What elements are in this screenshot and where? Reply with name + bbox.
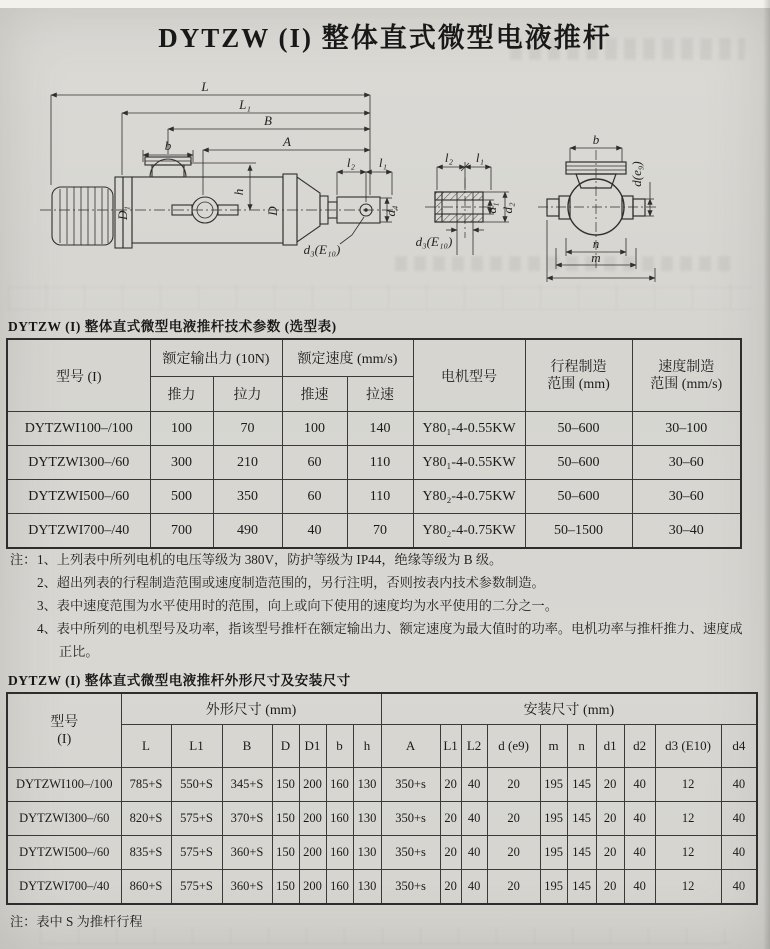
dim-label-D: D bbox=[265, 206, 280, 216]
trunnion-pin-left bbox=[547, 199, 559, 216]
table-cell: 40 bbox=[461, 802, 487, 836]
table-cell: 300 bbox=[150, 446, 213, 480]
col-header-pull-speed: 拉速 bbox=[347, 377, 413, 412]
table-cell: 50–1500 bbox=[525, 514, 632, 549]
table-cell: 40 bbox=[461, 870, 487, 905]
table-cell: DYTZWI700–/40 bbox=[7, 514, 150, 549]
col-header-A: A bbox=[381, 725, 440, 768]
col-header-D1: D1 bbox=[299, 725, 326, 768]
col-header-B: B bbox=[222, 725, 272, 768]
table-cell: 350 bbox=[213, 480, 282, 514]
table-cell: 30–60 bbox=[632, 480, 741, 514]
col-group-rated-speed: 额定速度 (mm/s) bbox=[282, 339, 413, 377]
table-cell: 195 bbox=[540, 802, 567, 836]
table-cell: DYTZWI500–/60 bbox=[7, 836, 121, 870]
table-cell: 835+S bbox=[121, 836, 171, 870]
table-cell: DYTZWI100–/100 bbox=[7, 412, 150, 446]
table-row bbox=[7, 768, 757, 802]
table-cell: 150 bbox=[272, 836, 299, 870]
port-stem bbox=[152, 165, 184, 177]
table-cell: 110 bbox=[347, 480, 413, 514]
port-dome bbox=[150, 159, 186, 177]
table-cell: 350+s bbox=[381, 768, 440, 802]
engineering-drawings bbox=[0, 70, 770, 310]
table-cell: 360+S bbox=[222, 870, 272, 905]
table-cell: 20 bbox=[440, 870, 461, 905]
table-cell: 20 bbox=[440, 836, 461, 870]
table-cell: Y80₁-4-0.55KW bbox=[413, 412, 525, 446]
spec-table bbox=[6, 338, 742, 549]
table-cell: DYTZWI700–/40 bbox=[7, 870, 121, 905]
col-group-install-dims: 安装尺寸 (mm) bbox=[381, 693, 757, 725]
col-header-d2: d2 bbox=[624, 725, 655, 768]
table-cell: Y80₁-4-0.55KW bbox=[413, 446, 525, 480]
table-cell: 30–100 bbox=[632, 412, 741, 446]
table-cell: 130 bbox=[353, 802, 381, 836]
table-cell: 350+s bbox=[381, 870, 440, 905]
table-cell: 130 bbox=[353, 768, 381, 802]
dim-label-B: B bbox=[264, 113, 272, 128]
motor-body bbox=[52, 187, 113, 245]
table-cell: 20 bbox=[596, 802, 624, 836]
col-header-stroke-range bbox=[525, 339, 632, 412]
table-cell: 50–600 bbox=[525, 480, 632, 514]
table-cell: 70 bbox=[347, 514, 413, 549]
table-cell: 70 bbox=[213, 412, 282, 446]
table-cell: 40 bbox=[461, 768, 487, 802]
table-cell: 150 bbox=[272, 802, 299, 836]
notes-prefix: 注： bbox=[10, 552, 37, 567]
spec-table-caption: DYTZW (I) 整体直式微型电液推杆技术参数 (选型表) bbox=[8, 319, 337, 334]
col-group-outline-dims: 外形尺寸 (mm) bbox=[121, 693, 381, 725]
scan-edge-top bbox=[0, 0, 770, 8]
col-header-model: 型号 (I) bbox=[7, 339, 150, 412]
note-item: 4、表中所列的电机型号及功率，指该型号推杆在额定输出力、额定速度为最大值时的功率。电机功率与推杆推力、速度成正比。 bbox=[37, 621, 743, 659]
col-header-motor-model: 电机型号 bbox=[413, 339, 525, 412]
table-cell: 130 bbox=[353, 836, 381, 870]
notes-items bbox=[37, 548, 743, 663]
dim-label-n: n bbox=[592, 236, 600, 251]
table-cell: 130 bbox=[353, 870, 381, 905]
dim-label-d3: d₃(E₁₀) bbox=[303, 242, 341, 257]
table-cell: 575+S bbox=[171, 870, 222, 905]
dim-label-d-e9: d(e₉) bbox=[629, 161, 644, 187]
dim-label-L: L bbox=[201, 79, 209, 94]
table-cell: 140 bbox=[347, 412, 413, 446]
table-cell: 195 bbox=[540, 836, 567, 870]
col-header-d3-E10: d3 (E10) bbox=[655, 725, 721, 768]
col-header-d-e9: d (e9) bbox=[487, 725, 540, 768]
col-header-push-force: 推力 bbox=[150, 377, 213, 412]
cone-head bbox=[297, 177, 320, 242]
table-cell: 210 bbox=[213, 446, 282, 480]
table-cell: 40 bbox=[721, 768, 757, 802]
table-cell: 40 bbox=[624, 802, 655, 836]
col-header-d1: d1 bbox=[596, 725, 624, 768]
table-cell: 100 bbox=[282, 412, 347, 446]
table-cell: DYTZWI100–/100 bbox=[7, 768, 121, 802]
table-cell: 20 bbox=[487, 768, 540, 802]
table-cell: 160 bbox=[326, 870, 353, 905]
table-cell: 345+S bbox=[222, 768, 272, 802]
dim-label-b: b bbox=[164, 138, 172, 153]
dim-label-d4: d₄ bbox=[383, 205, 398, 217]
dimension-table bbox=[6, 692, 758, 905]
table-cell: 20 bbox=[596, 768, 624, 802]
table-cell: 145 bbox=[567, 836, 596, 870]
table-cell: 350+s bbox=[381, 802, 440, 836]
col-header-L1: L1 bbox=[171, 725, 222, 768]
table-cell: 110 bbox=[347, 446, 413, 480]
table-cell: 500 bbox=[150, 480, 213, 514]
table-cell: 550+S bbox=[171, 768, 222, 802]
table-cell: 200 bbox=[299, 768, 326, 802]
dim-table-caption: DYTZW (I) 整体直式微型电液推杆外形尺寸及安装尺寸 bbox=[8, 673, 351, 688]
table-cell: 20 bbox=[487, 836, 540, 870]
dim-label-L1: L₁ bbox=[239, 97, 251, 112]
note-item: 3、表中速度范围为水平使用时的范围，向上或向下使用的速度均为水平使用的二分之一。 bbox=[37, 598, 558, 613]
table-cell: 40 bbox=[624, 768, 655, 802]
table-cell: 150 bbox=[272, 870, 299, 905]
table-cell: 700 bbox=[150, 514, 213, 549]
table-cell: 30–60 bbox=[632, 446, 741, 480]
dimension-table-body bbox=[7, 768, 757, 905]
table-cell: 12 bbox=[655, 870, 721, 905]
header-line: 行程制造 bbox=[550, 359, 607, 375]
table-cell: 160 bbox=[326, 802, 353, 836]
col-header-b: b bbox=[326, 725, 353, 768]
col-header-D: D bbox=[272, 725, 299, 768]
table-cell: Y80₂-4-0.75KW bbox=[413, 514, 525, 549]
table-cell: 20 bbox=[487, 870, 540, 905]
table-cell: 20 bbox=[596, 836, 624, 870]
table-cell: 20 bbox=[440, 802, 461, 836]
col-header-n: n bbox=[567, 725, 596, 768]
table-row bbox=[7, 412, 741, 446]
table-cell: 200 bbox=[299, 836, 326, 870]
table-cell: 50–600 bbox=[525, 412, 632, 446]
table-row bbox=[7, 514, 741, 549]
dim-label-d1: d₁ bbox=[484, 202, 499, 214]
table-cell: 20 bbox=[440, 768, 461, 802]
col-header-push-speed: 推速 bbox=[282, 377, 347, 412]
col-header-L1-install: L1 bbox=[440, 725, 461, 768]
side-view bbox=[40, 157, 400, 248]
table-cell: 860+S bbox=[121, 870, 171, 905]
dim-label-D1: D₁ bbox=[115, 206, 130, 220]
dim-label-l1: l₁ bbox=[475, 150, 485, 165]
col-header-model bbox=[7, 693, 121, 768]
table-cell: 200 bbox=[299, 802, 326, 836]
col-header-h: h bbox=[353, 725, 381, 768]
spec-table-body bbox=[7, 412, 741, 549]
note-item: 1、上列表中所列电机的电压等级为 380V，防护等级为 IP44，绝缘等级为 B 级。 bbox=[37, 552, 503, 567]
table-cell: 145 bbox=[567, 802, 596, 836]
table-cell: 100 bbox=[150, 412, 213, 446]
table-cell: 350+s bbox=[381, 836, 440, 870]
table-cell: 195 bbox=[540, 870, 567, 905]
table-row bbox=[7, 836, 757, 870]
page-title: DYTZW (I) 整体直式微型电液推杆 bbox=[158, 23, 612, 53]
header-line: 范围 (mm/s) bbox=[650, 376, 723, 392]
table-row bbox=[7, 446, 741, 480]
front-flange bbox=[283, 174, 297, 245]
table-cell: 40 bbox=[721, 836, 757, 870]
table-cell: 40 bbox=[282, 514, 347, 549]
dim-label-l2: l₂ bbox=[346, 155, 356, 170]
table-cell: 160 bbox=[326, 836, 353, 870]
dim-label-l2: l₂ bbox=[444, 150, 454, 165]
table-cell: 12 bbox=[655, 768, 721, 802]
table-cell: 145 bbox=[567, 870, 596, 905]
table-cell: 370+S bbox=[222, 802, 272, 836]
table-cell: 50–600 bbox=[525, 446, 632, 480]
table-cell: 20 bbox=[487, 802, 540, 836]
col-group-rated-force: 额定输出力 (10N) bbox=[150, 339, 282, 377]
col-header-m: m bbox=[540, 725, 567, 768]
table-cell: 12 bbox=[655, 836, 721, 870]
table-cell: 40 bbox=[721, 802, 757, 836]
table-cell: 60 bbox=[282, 480, 347, 514]
header-line: 范围 (mm) bbox=[547, 376, 610, 392]
dim-label-b: b bbox=[592, 132, 600, 147]
table-cell: 145 bbox=[567, 768, 596, 802]
header-line: 速度制造 bbox=[658, 359, 715, 375]
table-cell: 12 bbox=[655, 802, 721, 836]
actuator-drawing-svg bbox=[0, 70, 770, 310]
table-cell: Y80₂-4-0.75KW bbox=[413, 480, 525, 514]
table-cell: 150 bbox=[272, 768, 299, 802]
notes-block bbox=[10, 548, 756, 663]
table-cell: 160 bbox=[326, 768, 353, 802]
table-cell: 30–40 bbox=[632, 514, 741, 549]
dim-label-h: h bbox=[231, 188, 246, 196]
table-cell: 40 bbox=[721, 870, 757, 905]
table-cell: DYTZWI300–/60 bbox=[7, 802, 121, 836]
motor-fins bbox=[60, 187, 108, 245]
table-cell: 575+S bbox=[171, 836, 222, 870]
table-cell: 60 bbox=[282, 446, 347, 480]
table-row bbox=[7, 870, 757, 905]
table-cell: 40 bbox=[624, 870, 655, 905]
table-row bbox=[7, 480, 741, 514]
col-header-d4: d4 bbox=[721, 725, 757, 768]
dim-label-A: A bbox=[283, 134, 291, 149]
table-cell: 785+S bbox=[121, 768, 171, 802]
table-row bbox=[7, 802, 757, 836]
dim-label-d3: d₃(E₁₀) bbox=[415, 234, 453, 249]
col-header-L2: L2 bbox=[461, 725, 487, 768]
header-line: 型号 bbox=[50, 714, 79, 730]
note-item: 2、超出列表的行程制造范围或速度制造范围的，另行注明，否则按表内技术参数制造。 bbox=[37, 575, 545, 590]
footnote: 注：表中 S 为推杆行程 bbox=[10, 914, 143, 929]
table-cell: DYTZWI300–/60 bbox=[7, 446, 150, 480]
dim-label-d2: d₂ bbox=[500, 202, 515, 214]
trunnion-pin-right bbox=[633, 199, 645, 216]
table-cell: 40 bbox=[624, 836, 655, 870]
header-line: (I) bbox=[57, 731, 72, 747]
table-cell: 200 bbox=[299, 870, 326, 905]
col-header-L: L bbox=[121, 725, 171, 768]
table-cell: 360+S bbox=[222, 836, 272, 870]
table-cell: 195 bbox=[540, 768, 567, 802]
table-cell: 20 bbox=[596, 870, 624, 905]
table-cell: 40 bbox=[461, 836, 487, 870]
table-cell: 820+S bbox=[121, 802, 171, 836]
table-cell: 575+S bbox=[171, 802, 222, 836]
col-header-speed-range bbox=[632, 339, 741, 412]
table-cell: DYTZWI500–/60 bbox=[7, 480, 150, 514]
dim-label-m: m bbox=[591, 250, 601, 265]
dim-label-l1: l₁ bbox=[378, 155, 388, 170]
col-header-pull-force: 拉力 bbox=[213, 377, 282, 412]
table-cell: 490 bbox=[213, 514, 282, 549]
